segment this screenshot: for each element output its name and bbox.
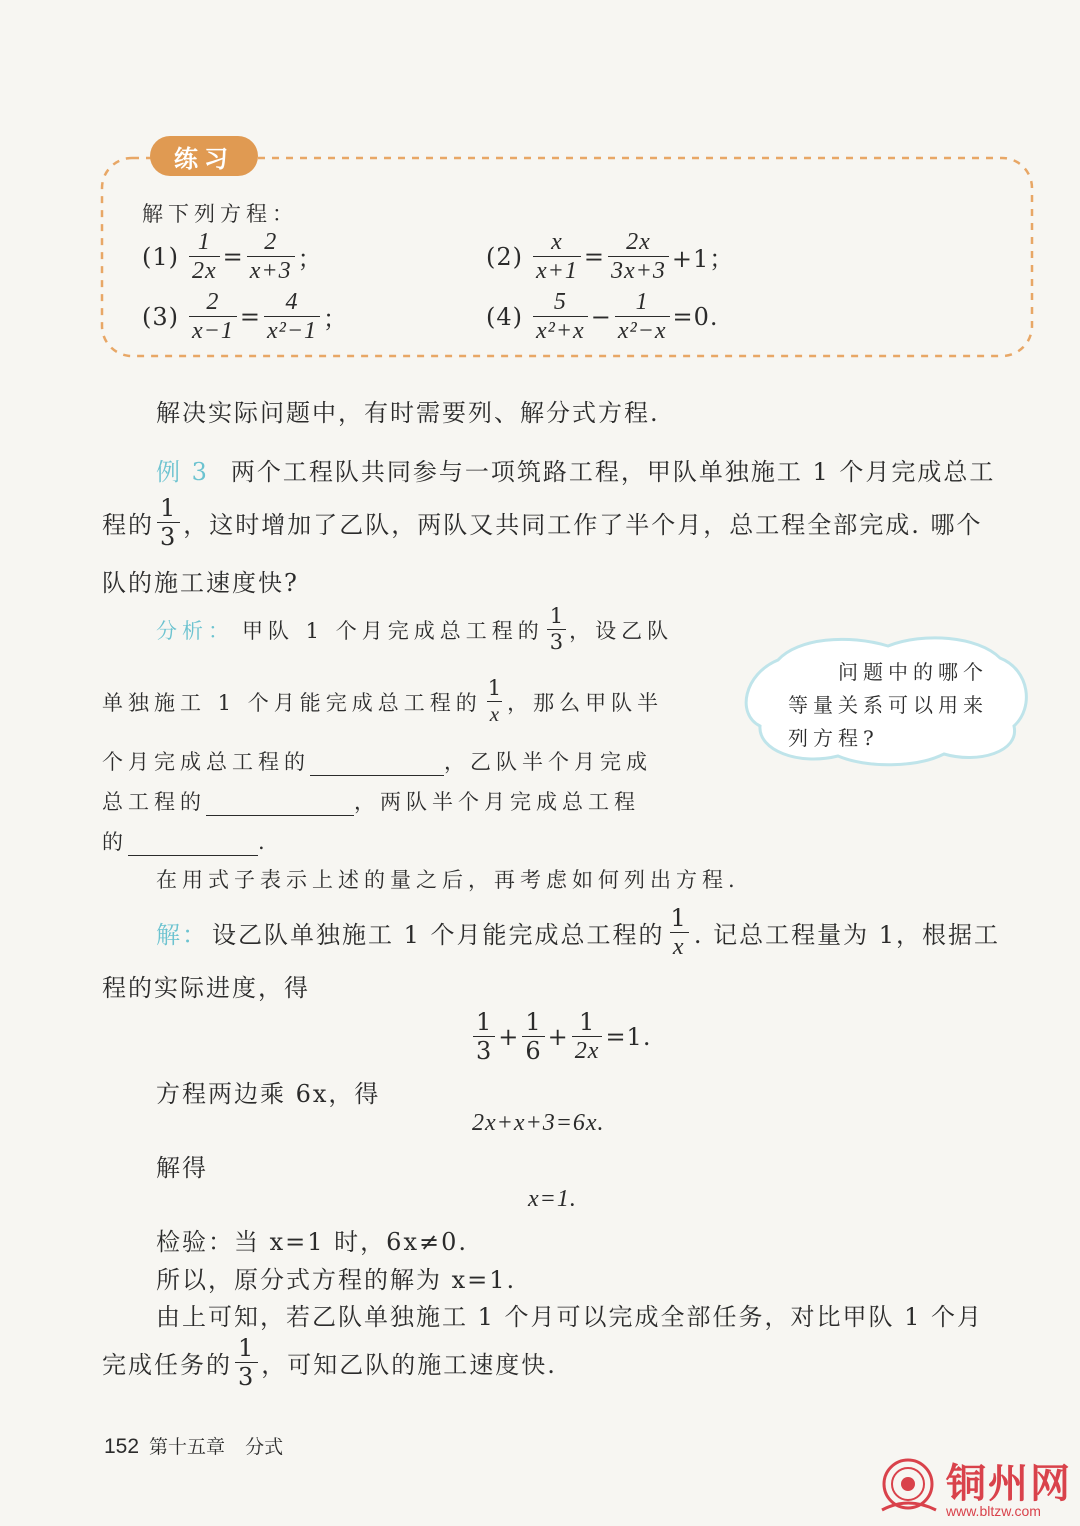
eq-label: (3) xyxy=(142,302,179,331)
solution-text: ，可知乙队的施工速度快. xyxy=(261,1351,557,1379)
practice-equation-1 xyxy=(142,230,323,283)
example-line-1 xyxy=(156,452,995,487)
analysis-line-3 xyxy=(102,746,652,776)
solution-label: 解： xyxy=(156,921,208,949)
answer-blank[interactable] xyxy=(206,793,354,816)
fraction: $\frac{1}{3}$ xyxy=(157,496,180,549)
example-label: 例 3 xyxy=(156,458,209,486)
equation-b: 2x+x+3=6x. xyxy=(472,1110,605,1136)
chapter-title: 分式 xyxy=(245,1436,284,1458)
analysis-line-1 xyxy=(156,606,673,653)
analysis-text: 个月完成总工程的 xyxy=(102,750,310,774)
intro-text: 解决实际问题中，有时需要列、解分式方程. xyxy=(156,399,660,427)
analysis-text: 总工程的 xyxy=(102,790,206,814)
practice-equation-4 xyxy=(486,290,719,343)
eq-label: (2) xyxy=(486,242,523,271)
equation-a xyxy=(470,1010,651,1063)
watermark-name: 铜州网 xyxy=(946,1460,1072,1507)
solution-line-1 xyxy=(156,906,1000,959)
example-text: ，这时增加了乙队，两队又共同工作了半个月，总工程全部完成. 哪个 xyxy=(183,511,983,539)
analysis-line-6: 在用式子表示上述的量之后，再考虑如何列出方程. xyxy=(156,868,740,892)
eq-end: ； xyxy=(323,305,349,333)
fraction: $\frac{1}{\text{x²−x}}$ xyxy=(615,290,670,343)
eq-label: (4) xyxy=(486,302,523,331)
bubble-line: 列方程? xyxy=(788,726,879,750)
analysis-text: 甲队 1 个月完成总工程的 xyxy=(242,618,544,643)
plus: + xyxy=(498,1022,520,1051)
fraction: $\frac{1}{6}$ xyxy=(522,1010,544,1063)
watermark-url: www.bltzw.com xyxy=(946,1503,1041,1519)
solution-solve: 解得 xyxy=(156,1154,208,1182)
analysis-text: 单独施工 1 个月能完成总工程的 xyxy=(102,690,482,715)
fraction: $\frac{x}{x+1}$ xyxy=(533,230,581,283)
bubble-line: 等量关系可以用来 xyxy=(788,693,988,717)
analysis-text: 的 xyxy=(102,830,128,854)
fraction: $\frac{5}{\text{x²+x}}$ xyxy=(533,290,588,343)
bubble-line: 问题中的哪个 xyxy=(838,660,988,684)
answer-blank[interactable] xyxy=(128,833,258,856)
equation-c: x=1. xyxy=(528,1186,577,1212)
plus: + xyxy=(547,1022,569,1051)
fraction: $\frac{1}{3}$ xyxy=(473,1010,495,1063)
solution-text: . 记总工程量为 1，根据工 xyxy=(693,921,1000,949)
fraction: $\frac{1}{2x}$ xyxy=(189,230,220,283)
fraction: $\frac{4}{\text{x²−1}}$ xyxy=(264,290,320,343)
conclusion-line-1: 由上可知，若乙队单独施工 1 个月可以完成全部任务，对比甲队 1 个月 xyxy=(156,1303,984,1331)
answer-blank[interactable] xyxy=(310,753,444,776)
solution-text: 完成任务的 xyxy=(102,1351,232,1379)
fraction: $\frac{1}{x}$ xyxy=(670,904,688,960)
equals: = xyxy=(222,242,244,271)
page-number: 152 xyxy=(104,1435,140,1458)
example-text: 程的 xyxy=(102,511,154,539)
fraction: $\frac{2}{x+3}$ xyxy=(247,230,295,283)
analysis-text: ，两队半个月完成总工程 xyxy=(354,790,640,814)
solution-multiply: 方程两边乘 6x，得 xyxy=(156,1080,381,1108)
equals: = xyxy=(239,302,261,331)
practice-equation-2 xyxy=(486,230,734,283)
fraction: $\frac{2}{x-1}$ xyxy=(189,290,237,343)
bubble-text xyxy=(788,656,988,755)
page-footer xyxy=(104,1432,283,1459)
analysis-text: ，设乙队 xyxy=(569,618,674,643)
analysis-text: ，那么甲队半 xyxy=(507,690,664,715)
analysis-line-2 xyxy=(102,678,663,725)
analysis-text: . xyxy=(258,830,270,854)
analysis-text: ，乙队半个月完成 xyxy=(444,750,652,774)
practice-instruction: 解下列方程： xyxy=(142,202,298,226)
watermark-logo-icon xyxy=(876,1456,942,1520)
example-line-2 xyxy=(102,496,983,549)
solution-line-2: 程的实际进度，得 xyxy=(102,974,310,1002)
solution-text: 设乙队单独施工 1 个月能完成总工程的 xyxy=(212,921,665,949)
fraction: $\frac{1}{3}$ xyxy=(547,606,566,653)
analysis-line-4 xyxy=(102,786,640,816)
analysis-label: 分析： xyxy=(156,618,234,643)
minus: − xyxy=(590,302,612,331)
solution-check: 检验：当 x=1 时，6x≠0. xyxy=(156,1228,468,1256)
eq-label: (1) xyxy=(142,242,179,271)
practice-tag: 练习 xyxy=(150,136,258,176)
fraction: $\frac{1}{3}$ xyxy=(235,1336,258,1389)
solution-so: 所以，原分式方程的解为 x=1. xyxy=(156,1266,517,1294)
fraction: $\frac{1}{x}$ xyxy=(487,676,502,726)
eq-end: +1； xyxy=(671,245,735,273)
eq-end: ； xyxy=(297,245,323,273)
analysis-line-5 xyxy=(102,826,270,856)
practice-equation-3 xyxy=(142,290,348,343)
fraction: $\frac{1}{2x}$ xyxy=(572,1010,603,1063)
conclusion-line-2 xyxy=(102,1336,557,1389)
example-text: 两个工程队共同参与一项筑路工程，甲队单独施工 1 个月完成总工 xyxy=(230,458,996,486)
eq-end: =0. xyxy=(672,302,719,331)
fraction: $\frac{2x}{3x+3}$ xyxy=(608,230,669,283)
chapter-label: 第十五章 xyxy=(149,1436,226,1458)
equals: = xyxy=(583,242,605,271)
example-line-3: 队的施工速度快? xyxy=(102,569,299,597)
eq-end: =1. xyxy=(605,1022,652,1051)
